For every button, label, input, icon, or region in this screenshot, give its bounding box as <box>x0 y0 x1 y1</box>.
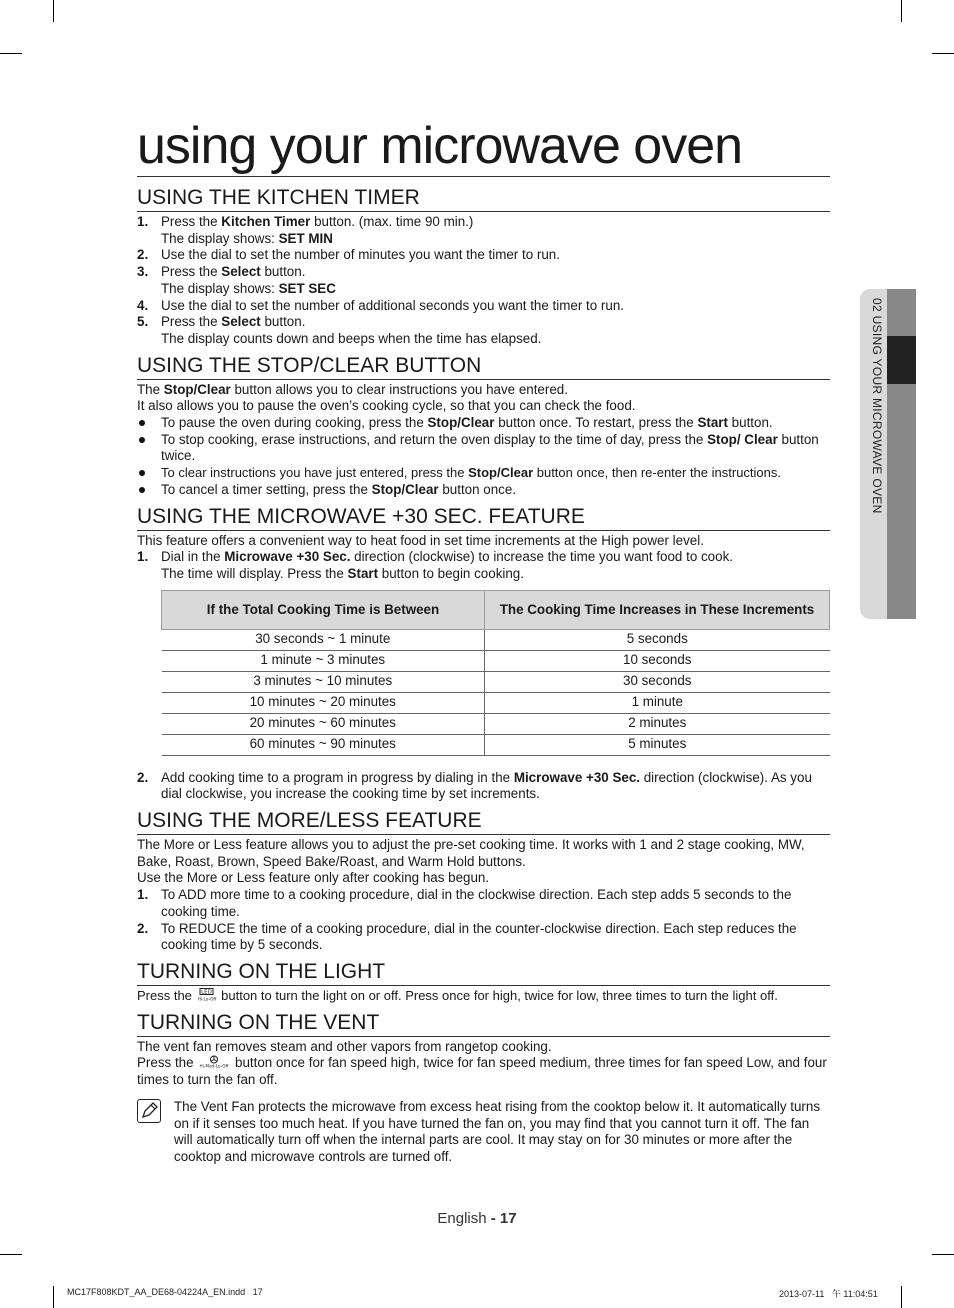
step-text: Use the dial to set the number of minutes you want the timer to run. <box>161 247 560 263</box>
text: Press the <box>137 1055 198 1071</box>
bullet-item <box>137 432 830 465</box>
crop-mark <box>901 0 902 22</box>
text: button once. <box>438 481 517 497</box>
step-list <box>137 549 830 582</box>
svg-text:LED: LED <box>200 989 212 996</box>
step-list <box>137 214 830 348</box>
bullet-list <box>137 415 830 499</box>
text: To pause the oven during cooking, press the <box>161 415 428 431</box>
text: button once for fan speed high, twice for fan speed medium, three times for fan speed Low, and four times to turn the fan off. <box>137 1055 827 1088</box>
step-text: To REDUCE the time of a cooking procedure, dial in the counter-clockwise direction. Each step reduces the cooking time by 5 seconds. <box>161 920 797 953</box>
section-heading: TURNING ON THE LIGHT <box>137 960 830 986</box>
paragraph: It also allows you to pause the oven’s cooking cycle, so that you can check the food. <box>137 398 636 414</box>
svg-text:Hi-Med-Lo-Off: Hi-Med-Lo-Off <box>199 1063 229 1069</box>
text: The time will display. Press the <box>161 565 348 581</box>
table-cell: 5 minutes <box>485 734 830 755</box>
step-text: The display shows: <box>161 230 279 246</box>
table-cell: 30 seconds <box>485 671 830 692</box>
section-light <box>137 960 830 1005</box>
text: To cancel a timer setting, press the <box>161 481 372 497</box>
paragraph: Use the More or Less feature only after cooking has begun. <box>137 870 490 886</box>
table-row <box>162 671 830 692</box>
table-header: If the Total Cooking Time is Between <box>162 590 485 629</box>
step-text: Press the <box>161 264 222 280</box>
text: direction (clockwise). As you dial clockwise, you increase the cooking time by set increments. <box>161 769 812 802</box>
crop-mark <box>932 53 954 54</box>
table-row <box>162 713 830 734</box>
crop-mark <box>932 1254 954 1255</box>
svg-text:Hi-Lo-Off: Hi-Lo-Off <box>197 996 216 1002</box>
table-cell: 5 seconds <box>485 629 830 650</box>
page-footer <box>0 1210 954 1227</box>
table-cell: 1 minute <box>485 692 830 713</box>
table-cell: 10 seconds <box>485 650 830 671</box>
step-item <box>137 549 830 582</box>
chapter-tab-marker <box>887 336 916 384</box>
button-name: Stop/ Clear <box>707 431 778 447</box>
footer-separator: - <box>486 1210 500 1227</box>
table-header: The Cooking Time Increases in These Increments <box>485 590 830 629</box>
step-text: To ADD more time to a cooking procedure, dial in the clockwise direction. Each step adds 5 seconds to the cooking time. <box>161 887 792 919</box>
button-name: Start <box>347 565 379 581</box>
step-number: 4. <box>137 297 149 313</box>
table-header-row <box>162 590 830 629</box>
button-name: Microwave +30 Sec. <box>513 769 640 785</box>
crop-mark <box>53 1286 54 1308</box>
section-heading: USING THE MICROWAVE +30 SEC. FEATURE <box>137 505 830 531</box>
paragraph: The More or Less feature allows you to adjust the pre-set cooking time. It works with 1 and 2 stage cooking, MW, Bake, Roast, Brown, Speed Bake/Roast, and Warm Hold buttons. <box>137 837 805 869</box>
paragraph <box>137 988 830 1005</box>
text: Press the <box>137 987 196 1003</box>
vent-fan-icon <box>197 1055 231 1069</box>
bullet-item <box>137 415 830 432</box>
increments-table <box>161 590 830 756</box>
text: button. <box>727 415 773 431</box>
print-date-info: 2013-07-11 午 11:04:51 <box>779 1289 878 1299</box>
button-name: Start <box>697 415 728 431</box>
step-number: 1. <box>137 214 149 229</box>
step-number: 5. <box>137 314 149 330</box>
button-name: Kitchen Timer <box>221 214 311 229</box>
step-number: 1. <box>137 887 149 903</box>
step-list <box>137 887 830 954</box>
led-light-icon <box>196 988 218 1002</box>
crop-mark <box>0 1254 22 1255</box>
step-item <box>137 770 830 803</box>
section-heading: USING THE MORE/LESS FEATURE <box>137 809 830 835</box>
section-plus-30-sec <box>137 505 830 804</box>
step-text: button. (max. time 90 min.) <box>310 214 474 229</box>
footer-language: English <box>437 1210 487 1227</box>
crop-mark <box>53 0 54 22</box>
bullet-item <box>137 482 830 499</box>
text: button once. To restart, press the <box>494 415 698 431</box>
step-number: 2. <box>137 920 149 936</box>
text: button to begin cooking. <box>378 565 524 581</box>
table-row <box>162 650 830 671</box>
paragraph <box>137 382 830 399</box>
note-pencil-icon <box>137 1099 161 1123</box>
section-heading: USING THE STOP/CLEAR BUTTON <box>137 354 830 380</box>
section-more-less <box>137 809 830 954</box>
button-name: Microwave +30 Sec. <box>224 549 351 565</box>
step-item <box>137 247 830 264</box>
text: button to turn the light on or off. Press once for high, twice for low, three times to turn the light off. <box>217 987 778 1003</box>
note-box <box>137 1099 830 1166</box>
table-cell: 30 seconds ~ 1 minute <box>162 629 485 650</box>
step-list <box>137 770 830 803</box>
step-item <box>137 314 830 347</box>
step-number: 2. <box>137 769 149 785</box>
step-item <box>137 921 830 954</box>
crop-mark <box>0 53 22 54</box>
step-text: Use the dial to set the number of additional seconds you want the timer to run. <box>161 297 624 313</box>
text: direction (clockwise) to increase the time you want food to cook. <box>350 549 733 565</box>
chapter-tab-label: 02 USING YOUR MICROWAVE OVEN <box>870 298 884 514</box>
display-text: SET MIN <box>278 230 333 246</box>
step-text: button. <box>260 264 306 280</box>
text: button twice. <box>161 431 819 464</box>
table-cell: 2 minutes <box>485 713 830 734</box>
table-row <box>162 692 830 713</box>
text: To clear instructions you have just entered, press the <box>161 465 469 481</box>
section-vent <box>137 1011 830 1166</box>
step-item <box>137 214 830 247</box>
paragraph: The vent fan removes steam and other vapors from rangetop cooking. <box>137 1038 552 1054</box>
step-text: Press the <box>161 314 222 330</box>
button-name: Stop/Clear <box>371 481 439 497</box>
print-file-info: MC17F808KDT_AA_DE68-04224A_EN.indd 17 <box>67 1287 263 1297</box>
bullet-item <box>137 465 830 482</box>
button-name: Stop/Clear <box>427 415 495 431</box>
section-kitchen-timer <box>137 186 830 348</box>
step-text: The display shows: <box>161 280 279 296</box>
step-item <box>137 887 830 920</box>
step-number: 3. <box>137 264 149 280</box>
step-number: 2. <box>137 247 149 263</box>
note-text: The Vent Fan protects the microwave from excess heat rising from the cooktop below it. It automatically turns on if it senses too much heat. If you have turned the fan on, you may find that you cannot turn it off. The fan will automatically turn off when the internal parts are cool. It may stay on for 30 minutes or more after the cooktop and microwave controls are turned off. <box>174 1098 821 1164</box>
table-cell: 20 minutes ~ 60 minutes <box>162 713 485 734</box>
button-name: Stop/Clear <box>468 465 534 481</box>
button-name: Stop/Clear <box>163 381 231 397</box>
main-content <box>137 186 830 1172</box>
step-text: Press the <box>161 214 222 229</box>
page-number: 17 <box>499 1210 517 1227</box>
text: The <box>137 381 164 397</box>
table-cell: 60 minutes ~ 90 minutes <box>162 734 485 755</box>
table-row <box>162 629 830 650</box>
crop-mark <box>901 1286 902 1308</box>
step-text: button. <box>260 314 306 330</box>
step-text: The display counts down and beeps when the time has elapsed. <box>161 330 542 346</box>
button-name: Select <box>221 314 261 330</box>
paragraph <box>137 1055 830 1088</box>
section-heading: USING THE KITCHEN TIMER <box>137 186 830 212</box>
text: Dial in the <box>161 549 225 565</box>
text: To stop cooking, erase instructions, and return the oven display to the time of day, press the <box>161 431 708 447</box>
paragraph: This feature offers a convenient way to heat food in set time increments at the High power level. <box>137 532 704 548</box>
text: button allows you to clear instructions you have entered. <box>230 381 568 397</box>
table-row <box>162 734 830 755</box>
table-cell: 3 minutes ~ 10 minutes <box>162 671 485 692</box>
table-cell: 1 minute ~ 3 minutes <box>162 650 485 671</box>
section-stop-clear <box>137 354 830 499</box>
step-item <box>137 298 830 315</box>
button-name: Select <box>221 264 261 280</box>
text: Add cooking time to a program in progress by dialing in the <box>161 769 514 785</box>
step-number: 1. <box>137 549 149 565</box>
page-title: using your microwave oven <box>137 118 830 177</box>
step-item <box>137 264 830 297</box>
section-heading: TURNING ON THE VENT <box>137 1011 830 1037</box>
display-text: SET SEC <box>278 280 336 296</box>
table-cell: 10 minutes ~ 20 minutes <box>162 692 485 713</box>
text: button once, then re-enter the instructions. <box>533 465 781 481</box>
